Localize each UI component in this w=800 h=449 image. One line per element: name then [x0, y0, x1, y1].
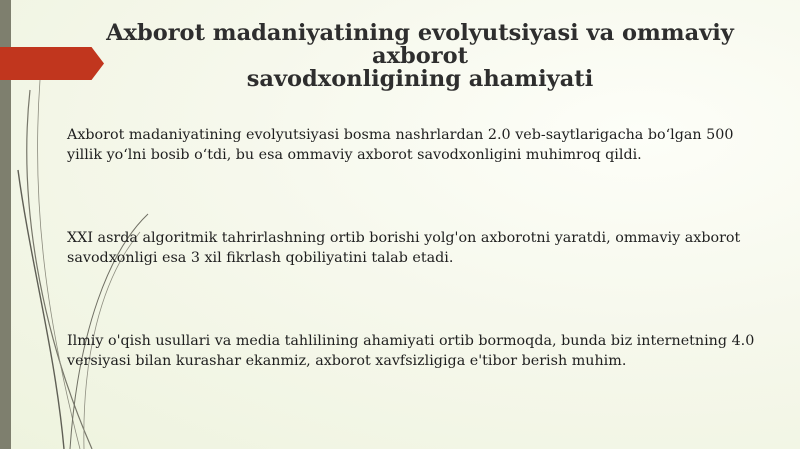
paragraph-line: XXI asrda algoritmik tahrirlashning ortib borishi yolg'on axborotni yaratdi, ommaviy axborot — [67, 230, 741, 246]
slide-title-line: savodxonligining ahamiyati — [246, 66, 594, 92]
body-paragraph-1 — [67, 125, 767, 165]
slide-title-line: Axborot madaniyatining evolyutsiyasi va ommaviy axborot — [106, 20, 734, 69]
paragraph-line: Ilmiy o'qish usullari va media tahlilining ahamiyati ortib bormoqda, bunda biz internetning 4.0 — [67, 333, 755, 349]
paragraph-line: yillik yo‘lni bosib o‘tdi, bu esa ommaviy axborot savodxonligini muhimroq qildi. — [67, 147, 642, 163]
paragraph-line: savodxonligi esa 3 xil fikrlash qobiliyatini talab etadi. — [67, 250, 454, 266]
body-paragraph-3 — [67, 331, 767, 371]
paragraph-line: Axborot madaniyatining evolyutsiyasi bosma nashrlardan 2.0 veb-saytlarigacha bo‘lgan 500 — [67, 127, 734, 143]
paragraph-line: versiyasi bilan kurashar ekanmiz, axborot xavfsizligiga e'tibor berish muhim. — [67, 353, 627, 369]
body-paragraph-2 — [67, 228, 767, 268]
slide-title — [70, 22, 770, 91]
